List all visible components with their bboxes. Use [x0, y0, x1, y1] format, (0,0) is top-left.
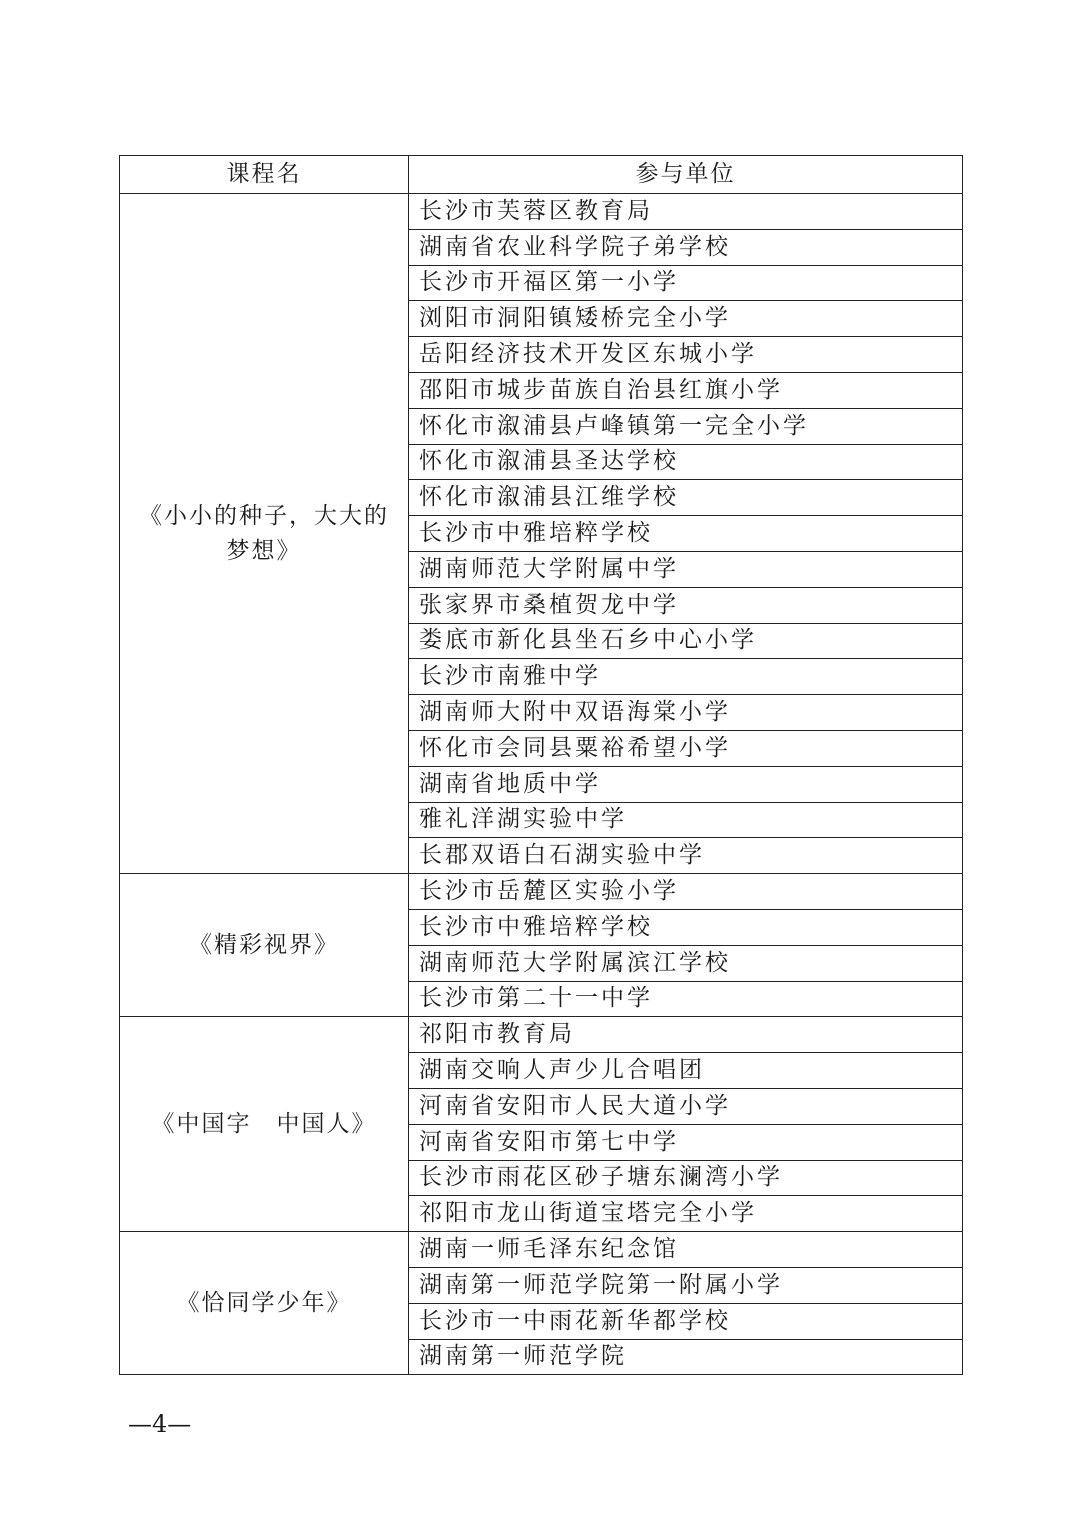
- participating-unit-cell: 张家界市桑植贺龙中学: [409, 587, 963, 623]
- participating-unit-cell: 长沙市岳麓区实验小学: [409, 874, 963, 910]
- table-header: [120, 156, 963, 194]
- participating-unit-cell: 长沙市芙蓉区教育局: [409, 194, 963, 230]
- participating-unit-cell: 河南省安阳市第七中学: [409, 1124, 963, 1160]
- participating-unit-cell: 怀化市会同县粟裕希望小学: [409, 730, 963, 766]
- participating-unit-cell: 长沙市中雅培粹学校: [409, 909, 963, 945]
- table-header-row: [120, 156, 963, 194]
- page-number: —4—: [128, 1410, 192, 1438]
- table-body: [120, 194, 963, 1375]
- participating-unit-cell: 湖南省地质中学: [409, 766, 963, 802]
- table-row: [120, 1232, 963, 1268]
- participating-unit-cell: 长沙市中雅培粹学校: [409, 516, 963, 552]
- participating-unit-cell: 怀化市溆浦县江维学校: [409, 480, 963, 516]
- course-name-cell: 《精彩视界》: [120, 874, 409, 1017]
- participating-unit-cell: 娄底市新化县坐石乡中心小学: [409, 623, 963, 659]
- participating-unit-cell: 怀化市溆浦县卢峰镇第一完全小学: [409, 408, 963, 444]
- participating-unit-cell: 祁阳市教育局: [409, 1017, 963, 1053]
- participating-unit-cell: 湖南第一师范学院第一附属小学: [409, 1267, 963, 1303]
- participating-unit-cell: 长沙市第二十一中学: [409, 981, 963, 1017]
- participating-unit-cell: 祁阳市龙山街道宝塔完全小学: [409, 1196, 963, 1232]
- table-row: [120, 1017, 963, 1053]
- course-name-cell: 《恰同学少年》: [120, 1232, 409, 1375]
- table-row: [120, 874, 963, 910]
- participating-unit-cell: 湖南交响人声少儿合唱团: [409, 1053, 963, 1089]
- participating-unit-cell: 长沙市开福区第一小学: [409, 265, 963, 301]
- course-name-cell: 《中国字 中国人》: [120, 1017, 409, 1232]
- participating-unit-cell: 河南省安阳市人民大道小学: [409, 1088, 963, 1124]
- course-name-cell: 《小小的种子，大大的梦想》: [120, 194, 409, 874]
- participating-unit-cell: 岳阳经济技术开发区东城小学: [409, 337, 963, 373]
- header-participating-units: 参与单位: [409, 156, 963, 194]
- participating-unit-cell: 湖南一师毛泽东纪念馆: [409, 1232, 963, 1268]
- participating-unit-cell: 长沙市一中雨花新华都学校: [409, 1303, 963, 1339]
- participating-unit-cell: 长沙市南雅中学: [409, 659, 963, 695]
- participating-unit-cell: 怀化市溆浦县圣达学校: [409, 444, 963, 480]
- participating-unit-cell: 长郡双语白石湖实验中学: [409, 838, 963, 874]
- participating-unit-cell: 长沙市雨花区砂子塘东澜湾小学: [409, 1160, 963, 1196]
- participating-unit-cell: 湖南师范大学附属中学: [409, 551, 963, 587]
- participating-unit-cell: 邵阳市城步苗族自治县红旗小学: [409, 372, 963, 408]
- participating-unit-cell: 湖南第一师范学院: [409, 1339, 963, 1375]
- header-course-name: 课程名: [120, 156, 409, 194]
- participating-unit-cell: 湖南省农业科学院子弟学校: [409, 229, 963, 265]
- participating-unit-cell: 湖南师大附中双语海棠小学: [409, 695, 963, 731]
- participating-unit-cell: 湖南师范大学附属滨江学校: [409, 945, 963, 981]
- table-row: [120, 194, 963, 230]
- participating-unit-cell: 雅礼洋湖实验中学: [409, 802, 963, 838]
- participating-unit-cell: 浏阳市洞阳镇矮桥完全小学: [409, 301, 963, 337]
- participating-units-table: [119, 155, 963, 1375]
